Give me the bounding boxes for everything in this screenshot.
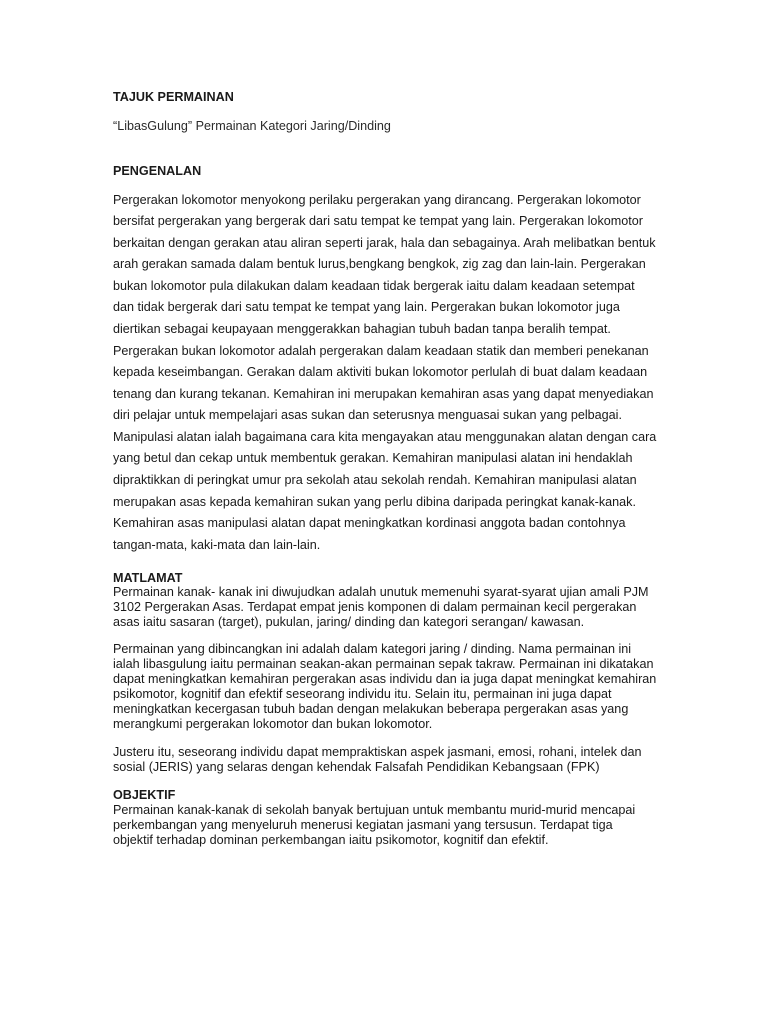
text-line: tenang dan kurang tekanan. Kemahiran ini merupakan kemahiran asas yang dapat menyediakan [113,387,654,401]
text-line: merangkumi pergerakan lokomotor dan bukan lokomotor. [113,717,433,731]
text-line: bukan lokomotor pula dilakukan dalam keadaan tidak bergerak iaitu dalam keadaan setempat [113,279,635,293]
objective-heading: OBJEKTIF [113,788,176,802]
text-line: berkaitan dengan gerakan atau aliran seperti jarak, hala dan sebagainya. Arah melibatkan bentuk [113,236,656,250]
text-line: dapat meningkatkan kemahiran pergerakan asas individu dan ia juga dapat meningkat kemahiran [113,672,657,686]
text-line: dipraktikkan di peringkat umur pra sekolah atau sekolah rendah. Kemahiran manipulasi alatan [113,473,637,487]
text-line: Pergerakan bukan lokomotor adalah pergerakan dalam keadaan statik dan memberi penekanan [113,344,649,358]
text-line: psikomotor, kognitif dan efektif seseorang individu itu. Selain itu, permainan ini juga dapat [113,687,612,701]
text-line: merupakan asas kepada kemahiran sukan yang perlu dibina daripada peringkat kanak-kanak. [113,495,636,509]
text-line: meningkatkan kecergasan tubuh badan dengan melakukan beberapa pergerakan asas yang [113,702,629,716]
text-line: Permainan kanak-kanak di sekolah banyak bertujuan untuk membantu murid-murid mencapai [113,803,636,817]
text-line: dan tidak bergerak dari satu tempat ke tempat yang lain. Pergerakan bukan lokomotor juga [113,300,620,314]
text-line: yang betul dan cekap untuk membentuk gerakan. Kemahiran manipulasi alatan ini hendaklah [113,451,633,465]
text-line: arah gerakan samada dalam bentuk lurus,bengkang bengkok, zig zag dan lain-lain. Pergerakan [113,257,646,271]
text-line: diri pelajar untuk mempelajari asas sukan dan seterusnya menguasai sukan yang pelbagai. [113,408,622,422]
text-line: sosial (JERIS) yang selaras dengan kehendak Falsafah Pendidikan Kebangsaan (FPK) [113,760,600,774]
intro-heading: PENGENALAN [113,164,202,178]
text-line: perkembangan yang menyeluruh menerusi kegiatan jasmani yang tersusun. Terdapat tiga [113,818,613,832]
title-heading: TAJUK PERMAINAN [113,90,234,104]
text-line: 3102 Pergerakan Asas. Terdapat empat jenis komponen di dalam permainan kecil pergerakan [113,600,637,614]
text-line: Permainan kanak- kanak ini diwujudkan adalah unutuk memenuhi syarat-syarat ujian amali PJM [113,585,649,599]
text-line: ialah libasgulung iaitu permainan seakan-akan permainan sepak takraw. Permainan ini dikatakan [113,657,654,671]
text-line: diertikan sebagai keupayaan menggerakkan bahagian tubuh badan tanpa beralih tempat. [113,322,611,336]
text-line: kepada keseimbangan. Gerakan dalam aktiviti bukan lokomotor perlulah di buat dalam keadaan [113,365,648,379]
text-line: Justeru itu, seseorang individu dapat mempraktiskan aspek jasmani, emosi, rohani, intelek dan [113,745,642,759]
game-subtitle: “LibasGulung” Permainan Kategori Jaring/Dinding [113,119,391,133]
goal-heading: MATLAMAT [113,571,183,585]
text-line: tangan-mata, kaki-mata dan lain-lain. [113,538,321,552]
text-line: Permainan yang dibincangkan ini adalah dalam kategori jaring / dinding. Nama permainan ini [113,642,632,656]
text-line: bersifat pergerakan yang bergerak dari satu tempat ke tempat yang lain. Pergerakan lokomotor [113,214,643,228]
text-line: asas iaitu sasaran (target), pukulan, jaring/ dinding dan kategori serangan/ kawasan. [113,615,585,629]
text-line: Kemahiran asas manipulasi alatan dapat meningkatkan kordinasi anggota badan contohnya [113,516,626,530]
text-line: objektif terhadap dominan perkembangan iaitu psikomotor, kognitif dan efektif. [113,833,549,847]
text-line: Pergerakan lokomotor menyokong perilaku pergerakan yang dirancang. Pergerakan lokomotor [113,193,641,207]
text-line: Manipulasi alatan ialah bagaimana cara kita mengayakan atau menggunakan alatan dengan cara [113,430,657,444]
